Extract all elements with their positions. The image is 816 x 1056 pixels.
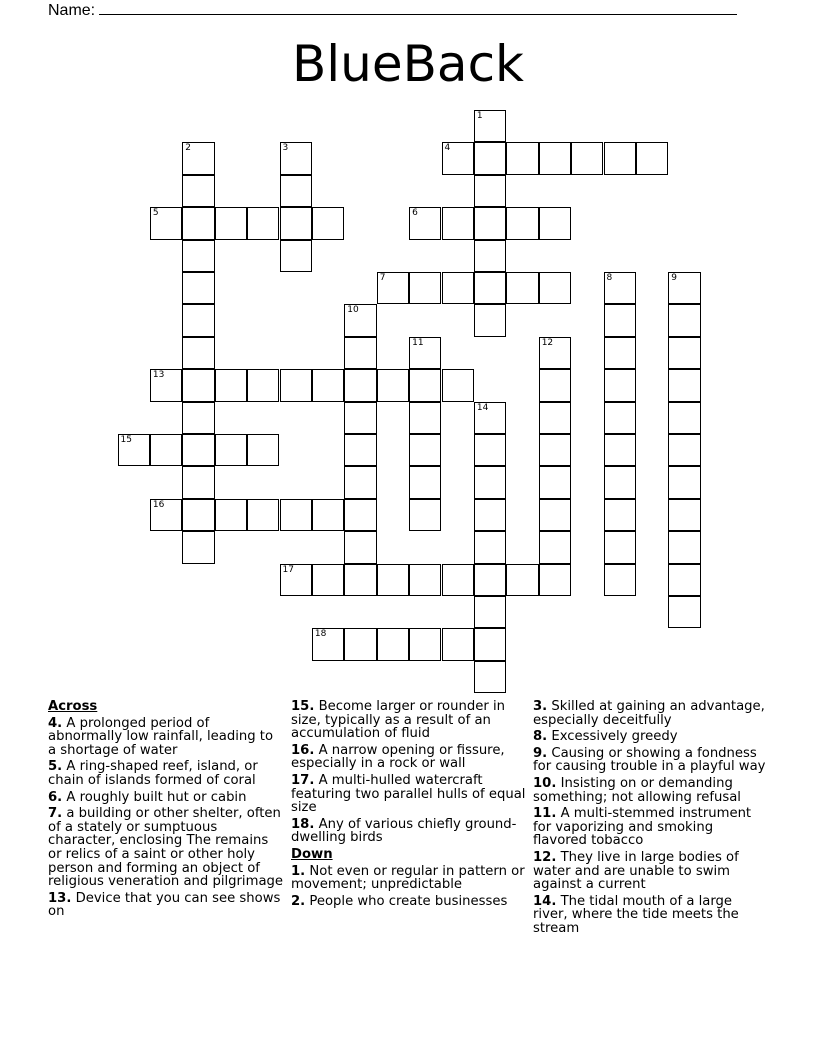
grid-cell[interactable] [474,434,506,466]
clue-item [291,700,527,741]
clue-item [291,818,527,845]
clue-item-text: Become larger or rounder in size, typically as a result of an accumulation of fluid [291,699,505,742]
clue-number: 10 [347,305,359,316]
clue-item-text: A prolonged period of abnormally low rainfall, leading to a shortage of water [48,715,274,758]
grid-cell[interactable] [474,240,506,272]
grid-cell[interactable] [215,499,247,531]
grid-cell[interactable] [474,628,506,660]
clue-number: 4 [444,143,451,154]
clue-item-number: 10. [533,775,557,791]
clue-section-header: Down [291,846,333,862]
clue-item-text: They live in large bodies of water and are unable to swim against a current [533,849,739,893]
grid-cell[interactable] [506,564,538,596]
clue-number: 7 [379,273,386,283]
grid-cell[interactable] [636,142,668,174]
grid-cell[interactable] [668,272,700,304]
grid-cell[interactable] [442,628,474,660]
grid-cell[interactable] [474,272,506,304]
grid-cell[interactable] [668,499,700,531]
clue-item [48,717,284,758]
grid-cell[interactable] [409,628,441,660]
clue-column-3 [533,700,769,939]
grid-cell[interactable] [604,402,636,434]
grid-cell[interactable] [344,531,376,563]
grid-cell[interactable] [539,499,571,531]
grid-cell[interactable] [182,142,214,174]
grid-cell[interactable] [668,304,700,336]
grid-cell[interactable] [344,499,376,531]
grid-cell[interactable] [344,564,376,596]
grid-cell[interactable] [182,434,214,466]
clue-item-number: 12. [533,849,557,865]
grid-cell[interactable] [604,499,636,531]
grid-cell[interactable] [344,628,376,660]
clue-number: 18 [314,629,327,640]
grid-cell[interactable] [247,499,279,531]
clue-item-text: Device that you can see shows on [48,890,281,920]
clue-item [533,851,769,892]
name-label: Name: [48,2,96,19]
grid-cell[interactable] [150,369,182,401]
clue-item [291,744,527,771]
clue-item [291,865,527,892]
grid-cell[interactable] [539,434,571,466]
grid-cell[interactable] [571,142,603,174]
grid-cell[interactable] [442,564,474,596]
grid-cell[interactable] [280,369,312,401]
clue-item-number: 14. [533,893,557,909]
clue-item [533,895,769,936]
grid-cell[interactable] [474,207,506,239]
grid-cell[interactable] [182,240,214,272]
grid-cell[interactable] [280,175,312,207]
clue-item-number: 3. [533,699,548,714]
grid-cell[interactable] [409,272,441,304]
grid-cell[interactable] [506,207,538,239]
clue-item [533,700,769,727]
grid-cell[interactable] [280,142,312,174]
grid-cell[interactable] [668,337,700,369]
grid-cell[interactable] [280,564,312,596]
grid-cell[interactable] [247,369,279,401]
grid-cell[interactable] [474,661,506,693]
grid-cell[interactable] [668,369,700,401]
clue-item-text: Insisting on or demanding something; not allowing refusal [533,775,741,805]
grid-cell[interactable] [668,596,700,628]
clue-item-number: 1. [291,863,306,879]
grid-cell[interactable] [539,207,571,239]
grid-cell[interactable] [604,337,636,369]
grid-cell[interactable] [182,175,214,207]
clue-item [48,791,284,805]
clue-item-text: Any of various chiefly ground-dwelling birds [291,816,517,846]
grid-cell[interactable] [539,142,571,174]
grid-cell[interactable] [474,304,506,336]
grid-cell[interactable] [539,402,571,434]
clue-item-text: A roughly built hut or cabin [66,789,247,805]
clue-number: 8 [606,273,613,283]
puzzle-title: BlueBack [291,35,525,93]
clue-item-text: The tidal mouth of a large river, where the tide meets the stream [533,893,739,936]
grid-cell[interactable] [344,434,376,466]
clue-item-number: 16. [291,742,315,758]
clue-number: 6 [412,208,418,219]
grid-cell[interactable] [182,272,214,304]
clue-item-number: 11. [533,806,557,822]
grid-cell[interactable] [377,628,409,660]
grid-cell[interactable] [344,369,376,401]
grid-cell[interactable] [312,369,344,401]
grid-cell[interactable] [312,628,344,660]
grid-cell[interactable] [409,402,441,434]
grid-cell[interactable] [668,531,700,563]
grid-cell[interactable] [604,564,636,596]
clue-item [48,892,284,919]
grid-cell[interactable] [474,175,506,207]
grid-cell[interactable] [409,207,441,239]
grid-cell[interactable] [215,207,247,239]
grid-cell[interactable] [118,434,150,466]
grid-cell[interactable] [474,596,506,628]
clue-number: 11 [412,337,424,348]
grid-cell[interactable] [474,564,506,596]
grid-cell[interactable] [604,272,636,304]
clue-item-text: a building or other shelter, often of a stately or sumptuous character, enclosing The remains or relics of a saint or other holy person and forming an object of religious veneration and pilgrimage [48,806,284,890]
clue-column-2 [291,700,527,911]
clue-number: 16 [152,499,165,510]
grid-cell[interactable] [280,240,312,272]
clue-item-number: 7. [48,806,63,822]
clue-item-number: 13. [48,890,72,906]
grid-cell[interactable] [150,434,182,466]
grid-cell[interactable] [377,564,409,596]
grid-cell[interactable] [409,434,441,466]
grid-cell[interactable] [182,304,214,336]
grid-cell[interactable] [506,272,538,304]
grid-cell[interactable] [182,531,214,563]
clue-item-text: A multi-stemmed instrument for vaporizing and smoking flavored tobacco [533,806,752,849]
grid-cell[interactable] [474,142,506,174]
grid-cell[interactable] [409,499,441,531]
grid-cell[interactable] [604,369,636,401]
grid-cell[interactable] [182,369,214,401]
clue-column-1 [48,700,284,922]
grid-cell[interactable] [668,434,700,466]
grid-cell[interactable] [539,369,571,401]
clue-item-text: Not even or regular in pattern or movement; unpredictable [291,863,525,893]
grid-cell[interactable] [668,402,700,434]
clue-item-text: A narrow opening or fissure, especially in a rock or wall [291,742,505,772]
grid-cell[interactable] [247,434,279,466]
grid-cell[interactable] [668,564,700,596]
clue-item [48,807,284,889]
clue-item-number: 17. [291,772,315,788]
grid-cell[interactable] [474,499,506,531]
clue-number: 9 [671,273,678,283]
grid-cell[interactable] [344,466,376,498]
clue-item-number: 4. [48,715,63,731]
grid-cell[interactable] [150,207,182,239]
grid-cell[interactable] [377,272,409,304]
grid-cell[interactable] [474,110,506,142]
clue-item-number: 9. [533,745,548,761]
grid-cell[interactable] [344,337,376,369]
clue-number: 1 [476,111,483,121]
grid-cell[interactable] [215,369,247,401]
clue-item [533,777,769,804]
grid-cell[interactable] [442,369,474,401]
clue-number: 13 [152,370,165,381]
grid-cell[interactable] [409,369,441,401]
clue-item [533,807,769,848]
grid-cell[interactable] [604,531,636,563]
grid-cell[interactable] [604,304,636,336]
grid-cell[interactable] [182,337,214,369]
grid-cell[interactable] [474,402,506,434]
grid-cell[interactable] [442,207,474,239]
clue-number: 12 [541,337,554,348]
grid-cell[interactable] [409,337,441,369]
grid-cell[interactable] [539,337,571,369]
clue-section-header: Across [48,699,98,714]
clue-item [48,760,284,787]
grid-cell[interactable] [182,402,214,434]
clue-item-number: 5. [48,759,63,775]
grid-cell[interactable] [150,499,182,531]
clue-number: 2 [185,143,192,154]
grid-cell[interactable] [344,304,376,336]
clue-item-number: 15. [291,699,315,714]
clue-item-number: 8. [533,729,548,745]
clue-item-text: People who create businesses [309,893,508,909]
grid-cell[interactable] [409,564,441,596]
clue-item-text: Causing or showing a fondness for causing trouble in a playful way [533,745,766,775]
clue-item-number: 2. [291,893,306,909]
clue-item [291,895,527,909]
clue-number: 14 [476,402,489,413]
clue-item-text: Excessively greedy [551,729,678,745]
grid-cell[interactable] [182,499,214,531]
grid-cell[interactable] [182,466,214,498]
clue-number: 15 [120,435,132,445]
grid-cell[interactable] [539,531,571,563]
grid-cell[interactable] [442,142,474,174]
clue-item [533,747,769,774]
clue-number: 5 [152,208,159,219]
grid-cell[interactable] [442,272,474,304]
grid-cell[interactable] [344,402,376,434]
grid-cell[interactable] [409,466,441,498]
clue-number: 17 [282,564,294,575]
grid-cell[interactable] [668,466,700,498]
grid-cell[interactable] [539,272,571,304]
clue-item [533,730,769,744]
grid-cell[interactable] [312,499,344,531]
grid-cell[interactable] [377,369,409,401]
grid-cell[interactable] [280,499,312,531]
clue-number: 3 [282,143,289,154]
grid-cell[interactable] [604,466,636,498]
clue-item-text: Skilled at gaining an advantage, especially deceitfully [533,699,765,728]
grid-cell[interactable] [474,531,506,563]
grid-cell[interactable] [506,142,538,174]
clue-item-text: A ring-shaped reef, island, or chain of islands formed of coral [48,759,258,788]
grid-cell[interactable] [280,207,312,239]
clue-item-number: 6. [48,789,63,805]
grid-cell[interactable] [604,142,636,174]
clue-item-number: 18. [291,816,315,832]
grid-cell[interactable] [247,207,279,239]
clue-item-text: A multi-hulled watercraft featuring two parallel hulls of equal size [291,772,526,816]
grid-cell[interactable] [604,434,636,466]
grid-cell[interactable] [182,207,214,239]
grid-cell[interactable] [474,466,506,498]
clue-item [291,774,527,815]
grid-cell[interactable] [539,564,571,596]
grid-cell[interactable] [312,564,344,596]
grid-cell[interactable] [215,434,247,466]
grid-cell[interactable] [539,466,571,498]
grid-cell[interactable] [312,207,344,239]
